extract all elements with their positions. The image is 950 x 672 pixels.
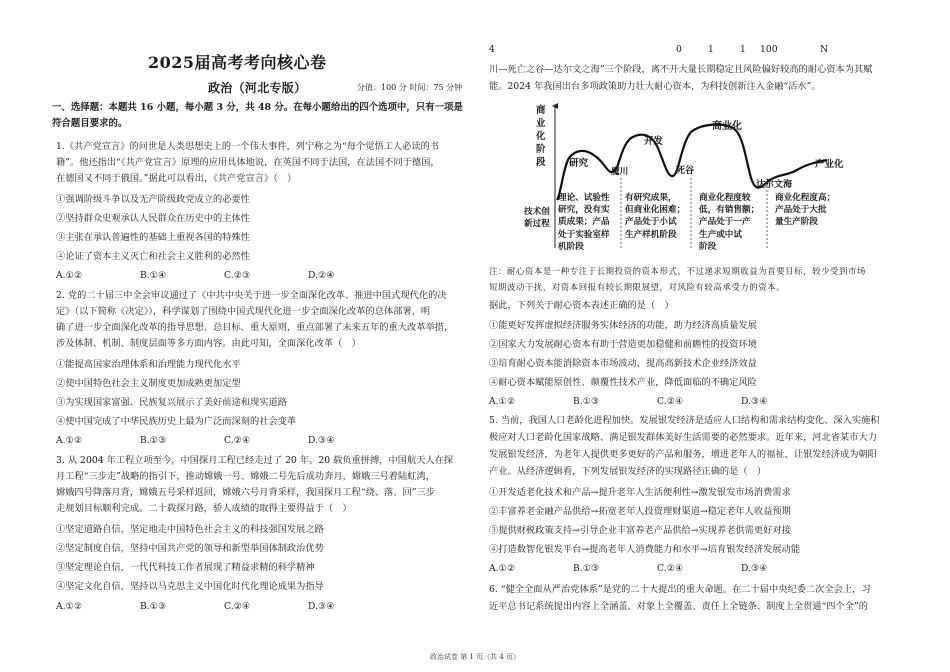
label-line: 产品处于小试 [625, 217, 677, 228]
label-death-valley: 死谷 [676, 166, 695, 176]
answer-option-d: D.③④ [308, 601, 335, 612]
question-text-line: 嫦娥四号降落月背，嫦娥五号采样返回，嫦娥六号月背采样，我国探月工程“绕、落、回”三步 [56, 487, 435, 498]
label-demon-river: 魔川 [611, 167, 629, 177]
question-stem: 据此，下列关于耐心资本表述正确的是（ ） [489, 300, 674, 311]
label-line: 商业化程度高； [775, 193, 836, 203]
label-line: 技术创 [524, 207, 550, 217]
statement-item: ②国家大力发展耐心资本有助于营造更加稳健和前瞻性的投资环境 [489, 339, 757, 350]
stage-2-description [625, 192, 685, 241]
y-axis-label [536, 104, 546, 169]
question-text-line: 能。2024 年我国出台多项政策助力壮大耐心资本，为科技创新注入金融“活水”。 [489, 81, 821, 92]
label-line: 机阶段 [558, 241, 584, 252]
statement-item: ③坚定理论自信，一代代科技工作者展现了精益求精的科学精神 [56, 562, 315, 573]
label-line: 低，有销售额； [699, 205, 760, 216]
question-text-line: 2. 党的二十届三中全会审议通过了《中共中央关于进一步全面深化改革、推进中国式现代化的决 [56, 290, 447, 301]
label-line: 商业化程度较 [699, 193, 751, 203]
y-axis-char: 业 [536, 118, 546, 129]
answer-option-b: B.①③ [140, 601, 167, 612]
label-develop: 开发 [644, 136, 664, 147]
label-line: 生产样机阶段 [625, 229, 677, 240]
answer-option-d: D.③④ [741, 396, 768, 407]
statement-item: ②坚持群众史观承认人民群众在历史中的主体性 [56, 213, 250, 224]
answer-option-a: A.①② [489, 563, 516, 574]
fragment-text: N [820, 44, 829, 55]
statement-item: ③主张在承认普遍性的基础上重视各国的特殊性 [56, 232, 250, 243]
fragment-text: 0 [676, 44, 682, 55]
note-line: 注：耐心资本是一种专注于长期投资的资本形式，不过递求短期收益为首要目标，较少受到市场 [489, 266, 866, 276]
answer-option-b: B.①③ [573, 396, 600, 407]
label-line: 产品处于一产 [699, 217, 751, 228]
answer-option-c: C.②④ [224, 435, 251, 446]
label-line: 新过程 [524, 219, 550, 229]
answer-option-b: B.①③ [573, 563, 600, 574]
score-time: 分值：100 分 时间：75 分钟 [357, 83, 463, 92]
y-axis-char: 段 [536, 157, 546, 168]
question-text-line: 涉及体制、机制、制度层面等多方面内容。由此可知，全面深化改革（ ） [56, 338, 361, 349]
answer-option-d: D.②④ [308, 270, 335, 281]
stage-1-description [558, 192, 610, 253]
exam-subtitle: 政治（河北专版） [208, 81, 307, 95]
question-text-line: 6. “健全全面从严治党体系”是党的二十大提出的重大命题。在二十届中央纪委二次全会上，习 [489, 584, 871, 595]
answer-option-c: C.②④ [224, 601, 251, 612]
y-axis-char: 阶 [536, 144, 546, 155]
question-text-line: 籍”。他还指出“《共产党宣言》原理的应用具体地说，在英国不同于法国，在法国不同于德国， [56, 157, 440, 168]
label-line: 质成果；产品 [558, 217, 610, 228]
fragment-text: 1 [740, 44, 746, 55]
answer-option-c: C.②③ [224, 270, 251, 281]
fragment-text: 1 [708, 44, 714, 55]
label-commercialization: 商业化 [712, 121, 742, 132]
question-text-line: 定》（以下简称《决定》），科学谋划了围绕中国式现代化进一步全面深化改革的总体部署，明 [56, 306, 431, 317]
note-line: 短期波动干扰，对资本回报有较长期限展望，对风险有较高承受力的资本。 [489, 282, 786, 292]
statement-item: ④论证了资本主义灭亡和社会主义胜利的必然性 [56, 251, 250, 262]
statement-item: ①强调阶级斗争以及无产阶级政党成立的必要性 [56, 194, 250, 205]
question-text-line: 产业。从经济逻辑看，下列发展银发经济的实现路径正确的是（ ） [489, 466, 767, 477]
question-text-line: 发展银发经济，为老年人提供更多更好的产品和服务，增进老年人的福祉，让银发经济成为朝阳 [489, 449, 877, 460]
answer-option-c: C.②④ [657, 563, 684, 574]
label-line: 量生产阶段 [775, 217, 818, 228]
answer-option-c: C.②④ [657, 396, 684, 407]
answer-option-a: A.①② [489, 396, 516, 407]
y-axis-char: 商 [536, 105, 546, 116]
label-line: 产品处于大批 [775, 205, 827, 216]
answer-option-a: A.①② [56, 435, 83, 446]
answer-option-b: B.①③ [140, 435, 167, 446]
question-text-line: 5. 当前，我国人口老龄化进程加快。发展银发经济是适应人口结构和需求结构变化、深入实施积 [489, 415, 880, 426]
question-text-line: 确了进一步全面深化改革的指导思想、总目标、重大原则，重点部署了未来五年的重大改革举措， [56, 322, 454, 333]
statement-item: ④坚定文化自信，坚持以马克思主义中国化时代化理论成果为指导 [56, 581, 324, 592]
question-text-line: 近平总书记系统提出内容上全涵盖、对象上全覆盖、责任上全链条、制度上全贯通“四个全”的 [489, 601, 868, 612]
question-text-line: 1.《共产党宣言》的问世是人类思想史上的一个伟大事件，列宁称之为“每个觉悟工人必读的书 [56, 141, 440, 152]
section-instruction-line1: 一、选择题：本题共 16 小题，每小题 3 分，共 48 分。在每小题给出的四个选项中，只有一项是 [52, 102, 463, 113]
statement-item: ①能提高国家治理体系和治理能力现代化水平 [56, 359, 241, 370]
statement-item: ④打造数智化银发平台→提高老年人消费能力和水平→培育银发经济发展动能 [489, 544, 801, 555]
question-text-line: 走规划目标顺利完成。二十载探月路，骄人成绩的取得主要得益于（ ） [56, 503, 352, 514]
section-instruction-line2: 符合题目要求的。 [52, 118, 128, 129]
exam-title: 2025届高考考向核心卷 [148, 53, 327, 72]
label-line: 理论、试验性 [558, 193, 610, 203]
label-line: 有研究成果， [625, 193, 677, 203]
answer-option-a: A.①② [56, 601, 83, 612]
statement-item: ②坚定制度自信，坚持中国共产党的领导和新型举国体制政治优势 [56, 543, 324, 554]
question-text-line: 极应对人口老龄化国家战略、满足银发群体美好生活需要的必然要求。近年来，河北省某市大力 [489, 432, 877, 443]
question-text-line: 月工程“三步走”战略的指引下，推动嫦娥一号、嫦娥二号先后成功奔月，嫦娥三号着陆虹湾， [56, 471, 435, 482]
question-text-line: 3. 从 2004 年工程立项至今，中国探月工程已经走过了 20 年。20 载负重拼搏，中国航天人在探 [56, 455, 454, 466]
label-line: 生产或中试 [699, 229, 742, 240]
fragment-text: 100 [760, 44, 778, 55]
question-text-line: 在德国又不同于俄国。”据此可以看出，《共产党宣言》（ ） [56, 173, 297, 184]
statement-item: ①能更好发挥虚拟经济服务实体经济的功能，助力经济高质量发展 [489, 320, 757, 331]
label-industrialization: 产业化 [815, 159, 844, 170]
label-line: 阶段 [699, 241, 717, 252]
y-axis-char: 化 [536, 131, 546, 142]
statement-item: ①坚定道路自信，坚定地走中国特色社会主义的科技强国发展之路 [56, 524, 324, 535]
statement-item: ②丰富养老金融产品供给→拓宽老年人投资理财渠道→稳定老年人收益预期 [489, 506, 791, 517]
statement-item: ③培育耐心资本能消除资本市场波动，提高高新技术企业经济效益 [489, 358, 757, 369]
answer-option-b: B.①④ [140, 270, 167, 281]
label-tech-innovation-process [524, 206, 550, 230]
stage-4-description [775, 192, 835, 229]
label-darwin-sea: 达尔文海 [756, 180, 793, 190]
statement-item: ③提供财税政策支持→引导企业丰富养老产品供给→实现养老供需更好对接 [489, 525, 791, 536]
statement-item: ①开发适老化技术和产品→提升老年人生活便利性→激发银发市场消费需求 [489, 487, 791, 498]
statement-item: ③为实现国家富强、民族复兴展示了美好前途和现实道路 [56, 397, 287, 408]
statement-item: ②使中国特色社会主义制度更加成熟更加定型 [56, 378, 241, 389]
answer-option-d: D.③④ [308, 435, 335, 446]
stage-3-description [699, 192, 759, 253]
label-research: 研究 [569, 158, 589, 169]
page-footer: 政治试卷 第 1 页（共 4 页） [429, 653, 521, 661]
label-line: 处于实验室样 [558, 229, 610, 240]
answer-option-a: A.①② [56, 270, 83, 281]
statement-item: ④耐心资本赋能原创性、颠覆性技术产业，降低面临的不确定风险 [489, 377, 757, 388]
label-line: 但商业化困难； [625, 205, 686, 216]
answer-option-d: D.③④ [741, 563, 768, 574]
question-text-line: 川—死亡之谷—达尔文之海”三个阶段，离不开大量长期稳定且风险偏好较高的耐心资本为其赋 [489, 64, 873, 75]
label-line: 研究，没有实 [558, 205, 610, 216]
statement-item: ④使中国完成了中华民族历史上最为广泛而深刻的社会变革 [56, 416, 297, 427]
fragment-text: 4 [489, 44, 495, 55]
